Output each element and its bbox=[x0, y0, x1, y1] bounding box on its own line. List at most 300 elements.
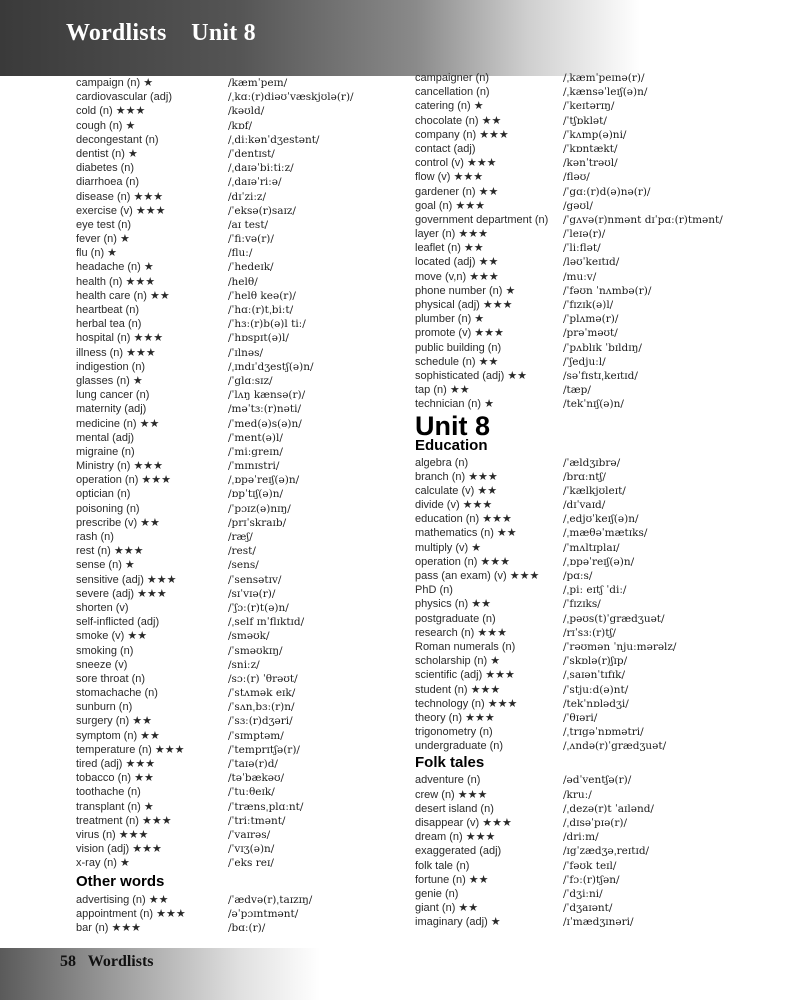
entry-word: x-ray (n) ★ bbox=[76, 857, 130, 870]
wordlist-entry bbox=[76, 402, 406, 416]
entry-pronunciation: /ɪˈmædʒɪnəri/ bbox=[563, 916, 634, 929]
entry-pronunciation: /ədˈventʃə(r)/ bbox=[563, 774, 632, 787]
entry-word: sensitive (adj) ★★★ bbox=[76, 573, 177, 586]
wordlist-entry bbox=[415, 844, 795, 858]
entry-pronunciation: /ˈθɪəri/ bbox=[563, 711, 598, 724]
wordlist-entry bbox=[415, 816, 795, 830]
wordlist-entry bbox=[415, 668, 795, 682]
entry-pronunciation: /kɒf/ bbox=[228, 119, 253, 132]
entry-word: campaigner (n) bbox=[415, 72, 489, 84]
entry-word: toothache (n) bbox=[76, 786, 141, 799]
entry-pronunciation: /ˈmʌltɪplaɪ/ bbox=[563, 541, 620, 554]
entry-pronunciation: /ˈkælkjʊleɪt/ bbox=[563, 484, 626, 497]
entry-pronunciation: /ˈpɔɪz(ə)nɪŋ/ bbox=[228, 502, 291, 515]
entry-pronunciation: /ˈgɑː(r)d(ə)nə(r)/ bbox=[563, 185, 651, 198]
entry-word: cough (n) ★ bbox=[76, 119, 136, 132]
entry-word: maternity (adj) bbox=[76, 403, 147, 416]
entry-pronunciation: /ˈkʌmp(ə)ni/ bbox=[563, 128, 627, 141]
entry-word: dentist (n) ★ bbox=[76, 147, 138, 160]
entry-pronunciation: /səˈfɪstɪˌkeɪtɪd/ bbox=[563, 369, 638, 382]
wordlist-entry bbox=[76, 360, 406, 374]
entry-pronunciation: /ˌtrɪgəˈnɒmətri/ bbox=[563, 726, 644, 739]
entry-pronunciation: /ˈsʌnˌbɜː(r)n/ bbox=[228, 701, 295, 714]
entry-word: indigestion (n) bbox=[76, 360, 146, 373]
left-column bbox=[76, 76, 406, 935]
entry-pronunciation: /ˈhɒspɪt(ə)l/ bbox=[228, 332, 289, 345]
entry-word: hospital (n) ★★★ bbox=[76, 332, 164, 345]
wordlist-entry bbox=[415, 255, 795, 269]
entry-word: education (n) ★★★ bbox=[415, 513, 512, 526]
wordlist-entry bbox=[76, 729, 406, 743]
entry-word: promote (v) ★★★ bbox=[415, 327, 504, 340]
entry-word: algebra (n) bbox=[415, 456, 469, 469]
entry-pronunciation: /ˈvɪʒ(ə)n/ bbox=[228, 843, 275, 856]
wordlist-entry bbox=[415, 773, 795, 787]
entry-pronunciation: /ˌkɑː(r)diəʊˈvæskjʊlə(r)/ bbox=[228, 91, 354, 104]
entry-word: medicine (n) ★★ bbox=[76, 417, 160, 430]
wordlist-entry bbox=[415, 859, 795, 873]
wordlist-entry bbox=[415, 498, 795, 512]
entry-word: dream (n) ★★★ bbox=[415, 831, 496, 844]
entry-pronunciation: /ˈtuːθeɪk/ bbox=[228, 786, 275, 799]
section-heading: Other words bbox=[76, 872, 165, 890]
entry-word: operation (n) ★★★ bbox=[76, 474, 172, 487]
entry-pronunciation: /ˈvaɪrəs/ bbox=[228, 828, 271, 841]
wordlist-entry bbox=[415, 85, 795, 99]
wordlist-entry bbox=[76, 317, 406, 331]
entry-word: branch (n) ★★★ bbox=[415, 470, 498, 483]
wordlist-entry bbox=[76, 558, 406, 572]
entry-pronunciation: /ˌɒpəˈreɪʃ(ə)n/ bbox=[563, 555, 635, 568]
entry-word: exaggerated (adj) bbox=[415, 845, 502, 858]
entry-pronunciation: /tekˈnɒlədʒi/ bbox=[563, 697, 629, 710]
entry-word: research (n) ★★★ bbox=[415, 626, 507, 639]
entry-pronunciation: /ˈtemprɪtʃə(r)/ bbox=[228, 743, 300, 756]
entry-pronunciation: /ˈdʒiːni/ bbox=[563, 887, 603, 900]
entry-word: plumber (n) ★ bbox=[415, 313, 485, 326]
entry-pronunciation: /kruː/ bbox=[563, 788, 592, 801]
entry-pronunciation: /ˈhɑː(r)tˌbiːt/ bbox=[228, 304, 294, 316]
wordlist-entry bbox=[76, 856, 406, 870]
wordlist-entry bbox=[76, 275, 406, 289]
wordlist-entry bbox=[415, 369, 795, 383]
entry-pronunciation: /ˈfɪzɪks/ bbox=[563, 598, 601, 611]
entry-word: rash (n) bbox=[76, 531, 114, 543]
section-heading: Folk tales bbox=[415, 754, 485, 772]
entry-word: phone number (n) ★ bbox=[415, 284, 516, 297]
entry-word: self-inflicted (adj) bbox=[76, 616, 160, 629]
entry-word: Roman numerals (n) bbox=[415, 640, 516, 653]
wordlist-entry bbox=[76, 785, 406, 799]
entry-pronunciation: /muːv/ bbox=[563, 270, 597, 283]
wordlist-entry bbox=[76, 260, 406, 274]
unit-heading: Unit 8 bbox=[415, 410, 491, 441]
entry-pronunciation: /ˈfiːvə(r)/ bbox=[228, 233, 274, 246]
entry-pronunciation: /ˈplʌmə(r)/ bbox=[563, 313, 619, 326]
wordlist-entry bbox=[76, 502, 406, 516]
wordlist-entry bbox=[415, 597, 795, 611]
entry-word: appointment (n) ★★★ bbox=[76, 907, 186, 920]
wordlist-entry bbox=[415, 227, 795, 241]
wordlist-entry bbox=[76, 743, 406, 757]
entry-pronunciation: /aɪ test/ bbox=[228, 218, 269, 231]
entry-word: poisoning (n) bbox=[76, 502, 140, 515]
entry-pronunciation: /ˈeksə(r)saɪz/ bbox=[228, 204, 296, 217]
entry-word: shorten (v) bbox=[76, 601, 129, 614]
wordlist-entry bbox=[415, 71, 795, 85]
page-header-title: Wordlists Unit 8 bbox=[66, 20, 256, 46]
wordlist-entry bbox=[76, 615, 406, 629]
entry-word: illness (n) ★★★ bbox=[76, 346, 156, 359]
entry-pronunciation: /ˈmɪnɪstri/ bbox=[228, 460, 280, 473]
entry-pronunciation: /ˈrəʊmən ˈnjuːmərəlz/ bbox=[563, 640, 677, 653]
entry-word: physics (n) ★★ bbox=[415, 598, 491, 611]
entry-word: sophisticated (adj) ★★ bbox=[415, 369, 528, 382]
entry-word: sore throat (n) bbox=[76, 672, 146, 685]
entry-pronunciation: /rest/ bbox=[228, 545, 256, 558]
wordlist-entry bbox=[415, 654, 795, 668]
entry-pronunciation: /ˌɪndɪˈdʒestʃ(ə)n/ bbox=[228, 360, 314, 373]
wordlist-entry bbox=[76, 644, 406, 658]
entry-word: adventure (n) bbox=[415, 774, 481, 787]
wordlist-entry bbox=[76, 133, 406, 147]
entry-word: health (n) ★★★ bbox=[76, 275, 156, 288]
entry-pronunciation: /ˌmæθəˈmætɪks/ bbox=[563, 527, 648, 540]
entry-pronunciation: /ˈhelθ keə(r)/ bbox=[228, 289, 296, 302]
entry-word: mathematics (n) ★★ bbox=[415, 527, 517, 540]
wordlist-entry bbox=[76, 232, 406, 246]
wordlist-entry bbox=[76, 893, 406, 907]
entry-word: giant (n) ★★ bbox=[415, 902, 479, 915]
entry-pronunciation: /ˈsensətɪv/ bbox=[228, 573, 282, 586]
wordlist-entry bbox=[415, 830, 795, 844]
entry-word: exercise (v) ★★★ bbox=[76, 204, 166, 217]
entry-pronunciation: /bɑː(r)/ bbox=[228, 921, 266, 934]
entry-pronunciation: /sɪˈvɪə(r)/ bbox=[228, 587, 276, 600]
entry-pronunciation: /ˈtʃɒklət/ bbox=[563, 114, 607, 127]
entry-word: student (n) ★★★ bbox=[415, 683, 501, 696]
wordlist-entry bbox=[76, 658, 406, 672]
wordlist-entry bbox=[415, 583, 795, 597]
entry-pronunciation: /ˈfəʊn ˈnʌmbə(r)/ bbox=[563, 284, 652, 297]
entry-pronunciation: /ˌʌndə(r)ˈgrædʒuət/ bbox=[563, 740, 667, 753]
entry-word: public building (n) bbox=[415, 341, 502, 354]
entry-word: transplant (n) ★ bbox=[76, 800, 154, 813]
entry-pronunciation: /kənˈtrəʊl/ bbox=[563, 157, 618, 170]
wordlist-entry bbox=[415, 156, 795, 170]
entry-pronunciation: /sɔː(r) ˈθrəʊt/ bbox=[228, 672, 298, 685]
entry-pronunciation: /ˈfəʊk teɪl/ bbox=[563, 859, 617, 872]
entry-pronunciation: /ˈɪlnəs/ bbox=[228, 346, 264, 359]
entry-pronunciation: /ˈsməʊkɪŋ/ bbox=[228, 644, 283, 657]
entry-pronunciation: /ˈhɜː(r)b(ə)l tiː/ bbox=[228, 318, 306, 331]
entry-word: chocolate (n) ★★ bbox=[415, 114, 502, 127]
wordlist-entry bbox=[415, 711, 795, 725]
entry-pronunciation: /ˈkɒntækt/ bbox=[563, 142, 618, 155]
entry-pronunciation: /kəʊld/ bbox=[228, 105, 265, 118]
wordlist-entry bbox=[415, 170, 795, 184]
entry-word: prescribe (v) ★★ bbox=[76, 516, 160, 529]
wordlist-entry bbox=[76, 714, 406, 728]
entry-pronunciation: /ˌdaɪəˈriːə/ bbox=[228, 176, 282, 189]
entry-word: diabetes (n) bbox=[76, 162, 135, 175]
wordlist-entry bbox=[415, 887, 795, 901]
entry-word: smoking (n) bbox=[76, 644, 134, 657]
wordlist-entry bbox=[76, 601, 406, 615]
wordlist-entry bbox=[76, 587, 406, 601]
entry-pronunciation: /pɑːs/ bbox=[563, 570, 593, 582]
entry-pronunciation: /ˈfɪzɪk(ə)l/ bbox=[563, 299, 614, 311]
wordlist-entry bbox=[415, 697, 795, 711]
wordlist-entry bbox=[415, 326, 795, 340]
wordlist-entry bbox=[76, 147, 406, 161]
wordlist-entry bbox=[76, 907, 406, 921]
entry-word: surgery (n) ★★ bbox=[76, 715, 152, 728]
wordlist-entry bbox=[415, 185, 795, 199]
entry-pronunciation: /təˈbækəʊ/ bbox=[228, 772, 285, 785]
entry-word: crew (n) ★★★ bbox=[415, 788, 488, 801]
wordlist-entry bbox=[415, 484, 795, 498]
entry-word: sense (n) ★ bbox=[76, 559, 135, 572]
entry-pronunciation: /gəʊl/ bbox=[563, 199, 593, 212]
entry-pronunciation: /ˈpʌblɪk ˈbɪldɪŋ/ bbox=[563, 341, 642, 354]
entry-pronunciation: /kæmˈpeɪn/ bbox=[228, 77, 288, 89]
wordlist-entry bbox=[76, 388, 406, 402]
entry-word: imaginary (adj) ★ bbox=[415, 916, 501, 929]
entry-word: advertising (n) ★★ bbox=[76, 893, 169, 906]
entry-pronunciation: /ˈeks reɪ/ bbox=[228, 857, 274, 870]
entry-word: contact (adj) bbox=[415, 142, 476, 155]
wordlist-entry bbox=[415, 128, 795, 142]
entry-pronunciation: /ˌpəʊs(t)ˈgrædʒuət/ bbox=[563, 612, 665, 625]
entry-word: disease (n) ★★★ bbox=[76, 190, 164, 203]
entry-pronunciation: /sniːz/ bbox=[228, 658, 260, 671]
entry-pronunciation: /ˈsɜː(r)dʒəri/ bbox=[228, 715, 293, 728]
wordlist-entry bbox=[415, 901, 795, 915]
wordlist-entry bbox=[415, 873, 795, 887]
wordlist-entry bbox=[76, 161, 406, 175]
entry-word: control (v) ★★★ bbox=[415, 157, 497, 170]
entry-word: move (v,n) ★★★ bbox=[415, 270, 499, 283]
entry-word: fever (n) ★ bbox=[76, 233, 130, 246]
wordlist-entry bbox=[76, 374, 406, 388]
wordlist-entry bbox=[415, 142, 795, 156]
entry-pronunciation: /sens/ bbox=[228, 559, 259, 572]
wordlist-entry bbox=[76, 544, 406, 558]
entry-word: undergraduate (n) bbox=[415, 740, 504, 753]
wordlist-entry bbox=[415, 241, 795, 255]
entry-word: calculate (v) ★★ bbox=[415, 484, 498, 497]
wordlist-entry bbox=[76, 246, 406, 260]
wordlist-entry bbox=[415, 270, 795, 284]
wordlist-entry bbox=[76, 516, 406, 530]
entry-word: tired (adj) ★★★ bbox=[76, 758, 156, 770]
wordlist-entry bbox=[76, 175, 406, 189]
entry-pronunciation: /ˈfɔː(r)tʃən/ bbox=[563, 873, 620, 886]
entry-pronunciation: /ˈlʌŋ kænsə(r)/ bbox=[228, 389, 306, 402]
entry-pronunciation: /brɑːntʃ/ bbox=[563, 470, 606, 483]
wordlist-entry bbox=[76, 573, 406, 587]
wordlist-entry bbox=[76, 331, 406, 345]
wordlist-entry bbox=[76, 629, 406, 643]
entry-pronunciation: /ˌdɪsəˈpɪə(r)/ bbox=[563, 817, 628, 829]
entry-word: cold (n) ★★★ bbox=[76, 105, 146, 118]
entry-pronunciation: /ˈstjuːd(ə)nt/ bbox=[563, 683, 629, 696]
page-number: 58 bbox=[60, 953, 76, 970]
entry-pronunciation: /ˈtaɪə(r)d/ bbox=[228, 758, 278, 770]
wordlist-entry bbox=[415, 725, 795, 739]
entry-word: Ministry (n) ★★★ bbox=[76, 460, 164, 473]
wordlist-entry bbox=[415, 284, 795, 298]
wordlist-entry bbox=[415, 298, 795, 312]
entry-word: headache (n) ★ bbox=[76, 261, 154, 274]
wordlist-entry bbox=[76, 842, 406, 856]
entry-word: heartbeat (n) bbox=[76, 304, 139, 316]
entry-pronunciation: /ˈliːflət/ bbox=[563, 242, 601, 255]
entry-pronunciation: /ˌdezə(r)t ˈaɪlənd/ bbox=[563, 802, 654, 815]
entry-pronunciation: /ˈglɑːsɪz/ bbox=[228, 374, 273, 387]
entry-word: theory (n) ★★★ bbox=[415, 711, 495, 724]
wordlist-entry bbox=[415, 312, 795, 326]
wordlist-entry bbox=[415, 555, 795, 569]
entry-word: layer (n) ★★★ bbox=[415, 228, 488, 241]
wordlist-entry bbox=[415, 739, 795, 753]
wordlist-entry bbox=[415, 456, 795, 470]
entry-word: sunburn (n) bbox=[76, 701, 133, 714]
entry-pronunciation: /ˈment(ə)l/ bbox=[228, 431, 283, 444]
entry-pronunciation: /əˈpɔɪntmənt/ bbox=[228, 907, 299, 920]
wordlist-entry bbox=[415, 341, 795, 355]
wordlist-entry bbox=[76, 828, 406, 842]
entry-pronunciation: /dɪˈvaɪd/ bbox=[563, 499, 606, 512]
wordlist-entry bbox=[76, 289, 406, 303]
entry-word: lung cancer (n) bbox=[76, 389, 150, 402]
entry-word: government department (n) bbox=[415, 213, 549, 226]
entry-pronunciation: /ˈgʌvə(r)nmənt dɪˈpɑː(r)tmənt/ bbox=[563, 213, 723, 226]
wordlist-entry bbox=[415, 213, 795, 227]
entry-word: treatment (n) ★★★ bbox=[76, 814, 172, 827]
entry-word: migraine (n) bbox=[76, 445, 135, 458]
entry-pronunciation: /ˈædvə(r)ˌtaɪzɪŋ/ bbox=[228, 893, 313, 906]
entry-pronunciation: /dɪˈziːz/ bbox=[228, 190, 267, 203]
entry-word: pass (an exam) (v) ★★★ bbox=[415, 570, 540, 582]
entry-word: disappear (v) ★★★ bbox=[415, 817, 512, 829]
entry-pronunciation: /ˌpiː eɪtʃ ˈdiː/ bbox=[563, 584, 627, 597]
entry-pronunciation: /ˌkæmˈpeɪnə(r)/ bbox=[563, 72, 645, 84]
wordlist-entry bbox=[76, 76, 406, 90]
wordlist-entry bbox=[415, 512, 795, 526]
entry-word: operation (n) ★★★ bbox=[415, 555, 511, 568]
wordlist-entry bbox=[76, 218, 406, 232]
wordlist-entry bbox=[76, 686, 406, 700]
entry-word: postgraduate (n) bbox=[415, 612, 496, 625]
entry-word: cardiovascular (adj) bbox=[76, 91, 172, 104]
entry-pronunciation: /ˌdiːkənˈdʒestənt/ bbox=[228, 133, 320, 146]
entry-pronunciation: /fluː/ bbox=[228, 247, 253, 260]
wordlist-entry bbox=[415, 802, 795, 816]
entry-pronunciation: /sməʊk/ bbox=[228, 630, 270, 643]
entry-word: genie (n) bbox=[415, 887, 459, 900]
entry-word: multiply (v) ★ bbox=[415, 541, 482, 554]
entry-pronunciation: /fləʊ/ bbox=[563, 171, 590, 184]
wordlist-entry bbox=[415, 640, 795, 654]
wordlist-entry bbox=[415, 99, 795, 113]
entry-pronunciation: /ˈtriːtmənt/ bbox=[228, 814, 286, 827]
wordlist-entry bbox=[76, 190, 406, 204]
section-heading: Education bbox=[415, 436, 488, 454]
footer-label: Wordlists bbox=[87, 953, 154, 970]
wordlist-entry bbox=[76, 431, 406, 445]
entry-word: cancellation (n) bbox=[415, 86, 490, 99]
entry-word: scholarship (n) ★ bbox=[415, 655, 501, 668]
entry-word: rest (n) ★★★ bbox=[76, 545, 144, 558]
entry-pronunciation: /prəˈməʊt/ bbox=[563, 327, 618, 340]
entry-pronunciation: /ˌsaɪənˈtɪfɪk/ bbox=[563, 669, 626, 682]
wordlist-entry bbox=[415, 199, 795, 213]
wordlist-entry bbox=[76, 700, 406, 714]
entry-pronunciation: /rɪˈsɜː(r)tʃ/ bbox=[563, 626, 616, 639]
entry-pronunciation: /ˈmed(ə)s(ə)n/ bbox=[228, 417, 302, 430]
wordlist-entry bbox=[76, 445, 406, 459]
entry-pronunciation: /helθ/ bbox=[228, 275, 258, 288]
entry-word: PhD (n) bbox=[415, 584, 453, 597]
wordlist-entry bbox=[76, 459, 406, 473]
entry-pronunciation: /ræʃ/ bbox=[228, 531, 253, 543]
wordlist-entry bbox=[76, 757, 406, 771]
entry-pronunciation: /ˈældʒɪbrə/ bbox=[563, 456, 621, 469]
entry-word: diarrhoea (n) bbox=[76, 176, 139, 189]
entry-word: campaign (n) ★ bbox=[76, 77, 154, 89]
entry-pronunciation: /ˈstʌmək eɪk/ bbox=[228, 687, 296, 700]
entry-pronunciation: /ləʊˈkeɪtɪd/ bbox=[563, 256, 620, 269]
entry-pronunciation: /driːm/ bbox=[563, 831, 599, 844]
entry-word: flow (v) ★★★ bbox=[415, 171, 484, 184]
wordlist-entry bbox=[415, 569, 795, 583]
entry-pronunciation: /ˌkænsəˈleɪʃ(ə)n/ bbox=[563, 86, 648, 99]
wordlist-entry bbox=[76, 771, 406, 785]
entry-pronunciation: /ˈhedeɪk/ bbox=[228, 261, 274, 274]
entry-word: physical (adj) ★★★ bbox=[415, 299, 513, 311]
entry-word: mental (adj) bbox=[76, 431, 135, 444]
entry-word: divide (v) ★★★ bbox=[415, 499, 493, 512]
wordlist-entry bbox=[76, 487, 406, 501]
entry-word: technician (n) ★ bbox=[415, 398, 494, 411]
entry-word: decongestant (n) bbox=[76, 133, 159, 146]
wordlist-entry bbox=[415, 526, 795, 540]
wordlist-entry bbox=[76, 204, 406, 218]
wordlist-entry bbox=[76, 800, 406, 814]
wordlist-entry bbox=[76, 473, 406, 487]
entry-pronunciation: /ˌedjʊˈkeɪʃ(ə)n/ bbox=[563, 513, 639, 526]
wordlist-entry bbox=[76, 104, 406, 118]
entry-pronunciation: /ˌself ɪnˈflɪktɪd/ bbox=[228, 616, 305, 629]
wordlist-entry bbox=[415, 470, 795, 484]
entry-word: company (n) ★★★ bbox=[415, 128, 509, 141]
entry-pronunciation: /ˌdaɪəˈbiːtiːz/ bbox=[228, 162, 294, 175]
wordlist-entry bbox=[76, 119, 406, 133]
footer-band bbox=[0, 948, 320, 1000]
entry-pronunciation: /ˈkeɪtərɪŋ/ bbox=[563, 100, 615, 113]
wordlist-entry bbox=[415, 683, 795, 697]
wordlist-entry bbox=[415, 788, 795, 802]
entry-word: herbal tea (n) bbox=[76, 318, 142, 331]
entry-word: fortune (n) ★★ bbox=[415, 873, 489, 886]
wordlist-entry bbox=[76, 90, 406, 104]
entry-word: severe (adj) ★★★ bbox=[76, 587, 167, 600]
entry-word: located (adj) ★★ bbox=[415, 256, 499, 269]
entry-word: goal (n) ★★★ bbox=[415, 199, 485, 212]
entry-pronunciation: /ˈleɪə(r)/ bbox=[563, 228, 606, 241]
